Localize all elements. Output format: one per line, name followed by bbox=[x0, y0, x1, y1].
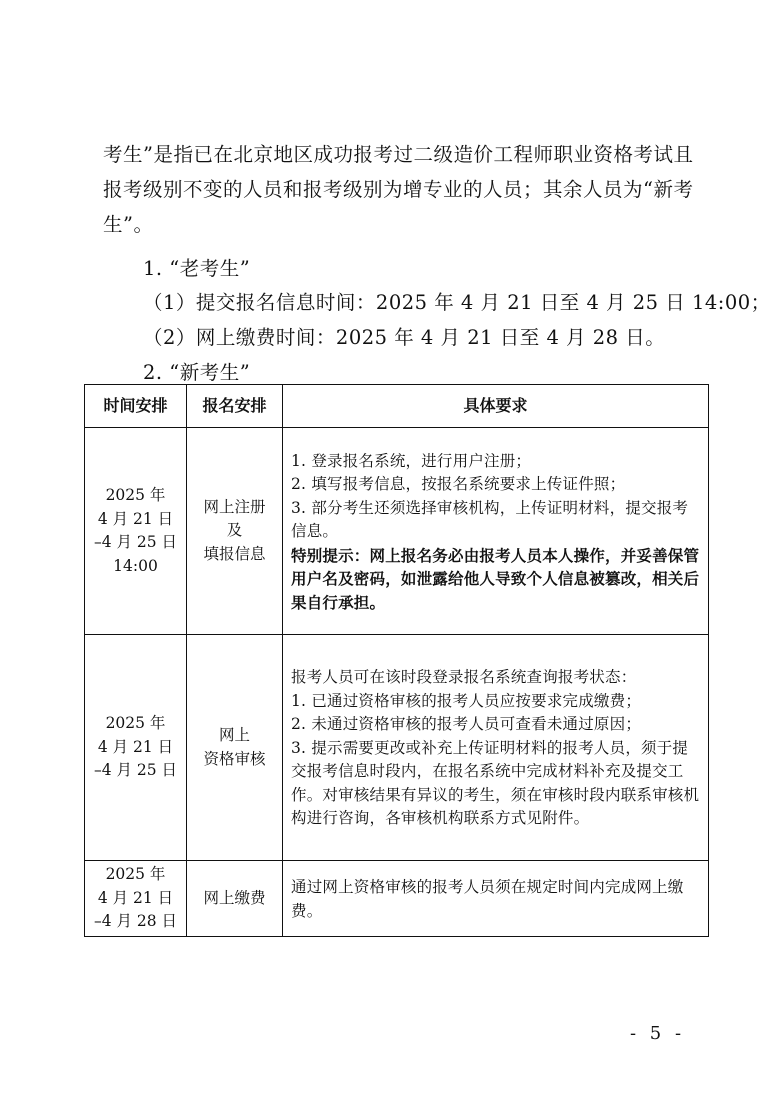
requirements-cell bbox=[283, 861, 709, 937]
time-cell bbox=[85, 428, 187, 635]
stage-line: 网上注册 bbox=[203, 497, 266, 516]
table-row bbox=[85, 428, 709, 635]
time-line: –4 月 25 日 bbox=[93, 761, 178, 780]
time-cell bbox=[85, 635, 187, 861]
time-line: 4 月 21 日 bbox=[97, 888, 174, 907]
stage-cell bbox=[187, 428, 283, 635]
special-notice: 特别提示：网上报名务必由报考人员本人操作，并妥善保管用户名及密码，如泄露给他人导致个人信息被篡改，相关后果自行承担。 bbox=[291, 545, 700, 612]
time-line: 2025 年 bbox=[105, 486, 166, 504]
requirement-item: 2. 未通过资格审核的报考人员可查看未通过原因； bbox=[291, 715, 642, 734]
table-row bbox=[85, 635, 709, 861]
new-candidates-heading: 2. “新考生” bbox=[143, 361, 251, 384]
stage-cell bbox=[187, 861, 283, 937]
stage-line: 网上 bbox=[218, 726, 250, 744]
requirements-cell bbox=[283, 635, 709, 861]
table-header-row bbox=[85, 385, 709, 428]
requirement-item: 3. 提示需要更改或补充上传证明材料的报考人员，须于提交报考信息时段内，在报名系统中完成材料补充及提交工作。对审核结果有异议的考生，须在审核时段内联系审核机构进行咨询，各审核机构联系方式见附件。 bbox=[291, 738, 700, 828]
requirement-item: 1. 登录报名系统，进行用户注册； bbox=[291, 451, 532, 470]
page-number: - 5 - bbox=[630, 1023, 686, 1044]
stage-line: 填报信息 bbox=[203, 544, 266, 563]
time-line: 2025 年 bbox=[105, 714, 166, 733]
old-candidates-heading: 1. “老考生” bbox=[143, 257, 251, 280]
stage-cell bbox=[187, 635, 283, 861]
intro-paragraph: 考生”是指已在北京地区成功报考过二级造价工程师职业资格考试且报考级别不变的人员和报考级别为增专业的人员；其余人员为“新考生”。 bbox=[103, 143, 694, 236]
stage-line: 及 bbox=[226, 521, 243, 540]
header-time: 时间安排 bbox=[85, 385, 187, 428]
requirement-item: 通过网上资格审核的报考人员须在规定时间内完成网上缴费。 bbox=[291, 878, 684, 920]
time-line: 14:00 bbox=[113, 556, 158, 575]
time-line: 4 月 21 日 bbox=[97, 509, 174, 528]
time-line: 2025 年 bbox=[105, 865, 166, 884]
time-cell bbox=[85, 861, 187, 937]
requirement-item: 报考人员可在该时段登录报名系统查询报考状态： bbox=[291, 668, 637, 687]
old-candidates-payment-time: （2）网上缴费时间：2025 年 4 月 21 日至 4 月 28 日。 bbox=[143, 326, 666, 349]
stage-line: 资格审核 bbox=[203, 749, 266, 768]
time-line: –4 月 28 日 bbox=[93, 912, 178, 931]
old-candidates-submit-time: （1）提交报名信息时间：2025 年 4 月 21 日至 4 月 25 日 14:00； bbox=[143, 291, 771, 314]
requirement-item: 2. 填写报考信息，按报名系统要求上传证件照； bbox=[291, 475, 626, 494]
header-requirements: 具体要求 bbox=[283, 385, 709, 428]
time-line: –4 月 25 日 bbox=[93, 533, 178, 551]
requirements-cell bbox=[283, 428, 709, 635]
stage-line: 网上缴费 bbox=[203, 888, 266, 907]
header-stage: 报名安排 bbox=[187, 385, 283, 428]
time-line: 4 月 21 日 bbox=[97, 737, 174, 756]
requirement-item: 3. 部分考生还须选择审核机构，上传证明材料，提交报考信息。 bbox=[291, 498, 689, 541]
table-row bbox=[85, 861, 709, 937]
requirement-item: 1. 已通过资格审核的报考人员应按要求完成缴费； bbox=[291, 691, 642, 710]
schedule-table bbox=[84, 384, 709, 937]
